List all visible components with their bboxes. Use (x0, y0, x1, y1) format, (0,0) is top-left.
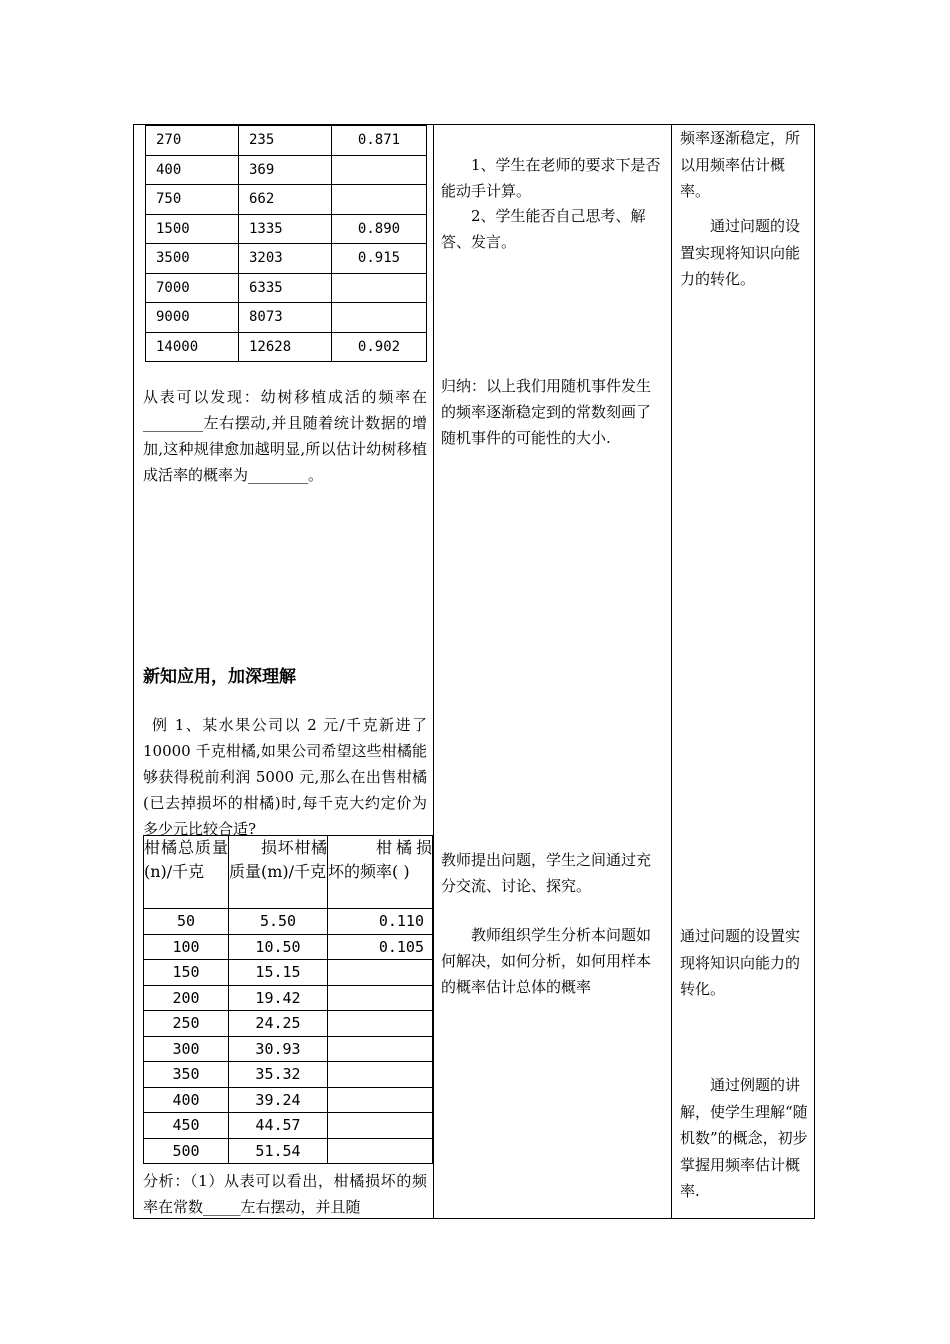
teacher-note-2: 教师组织学生分析本问题如何解决，如何分析，如何用样本的概率估计总体的概率 (441, 926, 652, 996)
summary-text: 归纳：以上我们用随机事件发生的频率逐渐稳定到的常数刻画了随机事件的可能性的大小. (441, 377, 652, 447)
frequency-cell (332, 303, 427, 333)
table-row (146, 185, 427, 215)
table-row (144, 1087, 433, 1113)
column-divider-1 (433, 124, 434, 1219)
table-row (146, 214, 427, 244)
table-row (144, 1062, 433, 1088)
total-count-cell: 1500 (146, 214, 239, 244)
total-count-cell: 400 (146, 155, 239, 185)
survived-count-cell: 1335 (239, 214, 332, 244)
orange-damage-table (143, 835, 433, 1164)
damaged-mass-cell: 24.25 (229, 1011, 328, 1037)
column-divider-2 (671, 124, 672, 1219)
survived-count-cell: 662 (239, 185, 332, 215)
survived-count-cell: 235 (239, 126, 332, 156)
frequency-cell (332, 185, 427, 215)
damaged-mass-cell: 10.50 (229, 934, 328, 960)
total-count-cell: 3500 (146, 244, 239, 274)
purpose-note-4: 通过例题的讲解，使学生理解“随机数”的概念，初步掌握用频率估计概率. (680, 1076, 808, 1200)
damage-frequency-cell (328, 1138, 433, 1164)
damage-frequency-cell (328, 985, 433, 1011)
total-mass-cell: 300 (144, 1036, 229, 1062)
section-heading: 新知应用，加深理解 (143, 667, 296, 687)
table-row (144, 985, 433, 1011)
table-row (144, 909, 433, 935)
observation-text: 从表可以发现：幼树移植成活的频率在________左右摆动,并且随着统计数据的增加,这种规律愈加越明显,所以估计幼树移植成活率的概率为________。 (143, 388, 427, 484)
student-item-2: 2、学生能否自己思考、解答、发言。 (441, 207, 646, 251)
total-mass-cell: 400 (144, 1087, 229, 1113)
table-row (146, 126, 427, 156)
frequency-cell (332, 155, 427, 185)
table-row (144, 1036, 433, 1062)
survived-count-cell: 8073 (239, 303, 332, 333)
damaged-mass-cell: 15.15 (229, 960, 328, 986)
header-total-mass: 柑橘总质量(n)/千克 (144, 836, 229, 909)
total-mass-cell: 150 (144, 960, 229, 986)
purpose-note-2: 通过问题的设置实现将知识向能力的转化。 (680, 217, 801, 288)
damaged-mass-cell: 44.57 (229, 1113, 328, 1139)
purpose-note-3: 通过问题的设置实现将知识向能力的转化。 (680, 927, 801, 998)
table-row (146, 273, 427, 303)
damaged-mass-cell: 39.24 (229, 1087, 328, 1113)
total-count-cell: 7000 (146, 273, 239, 303)
frequency-cell: 0.871 (332, 126, 427, 156)
damaged-mass-cell: 30.93 (229, 1036, 328, 1062)
frequency-cell: 0.915 (332, 244, 427, 274)
frequency-cell (332, 273, 427, 303)
damaged-mass-cell: 51.54 (229, 1138, 328, 1164)
table-row (144, 934, 433, 960)
purpose-note-1: 频率逐渐稳定，所以用频率估计概率。 (680, 129, 801, 200)
student-item-1: 1、学生在老师的要求下是否能动手计算。 (441, 156, 661, 200)
damage-frequency-cell: 0.105 (328, 934, 433, 960)
total-mass-cell: 100 (144, 934, 229, 960)
total-count-cell: 750 (146, 185, 239, 215)
total-mass-cell: 500 (144, 1138, 229, 1164)
total-count-cell: 270 (146, 126, 239, 156)
example-1-text: 例 1、某水果公司以 2 元/千克新进了 10000 千克柑橘,如果公司希望这些柑橘能够获得税前利润 5000 元,那么在出售柑橘(已去掉损坏的柑橘)时,每千克大约定价为多少元比较合适? (143, 716, 427, 838)
survived-count-cell: 12628 (239, 332, 332, 362)
teacher-note-1: 教师提出问题，学生之间通过充分交流、讨论、探究。 (441, 851, 652, 895)
survival-frequency-table (145, 125, 427, 362)
damage-frequency-cell (328, 960, 433, 986)
damage-frequency-cell (328, 1036, 433, 1062)
total-mass-cell: 200 (144, 985, 229, 1011)
survived-count-cell: 369 (239, 155, 332, 185)
table-row (146, 155, 427, 185)
total-mass-cell: 50 (144, 909, 229, 935)
table-row (144, 1011, 433, 1037)
damage-frequency-cell (328, 1087, 433, 1113)
analysis-text: 分析：（1）从表可以看出，柑橘损坏的频率在常数_____左右摆动，并且随 (143, 1172, 427, 1216)
damaged-mass-cell: 5.50 (229, 909, 328, 935)
total-mass-cell: 450 (144, 1113, 229, 1139)
survived-count-cell: 3203 (239, 244, 332, 274)
damage-frequency-cell (328, 1062, 433, 1088)
damage-frequency-cell (328, 1113, 433, 1139)
table-row (144, 1113, 433, 1139)
total-mass-cell: 250 (144, 1011, 229, 1037)
damaged-mass-cell: 35.32 (229, 1062, 328, 1088)
frequency-cell: 0.902 (332, 332, 427, 362)
table-row (144, 1138, 433, 1164)
header-damaged-mass: 损坏柑橘质量(m)/千克 (229, 836, 328, 909)
total-mass-cell: 350 (144, 1062, 229, 1088)
damage-frequency-cell (328, 1011, 433, 1037)
table-row (146, 332, 427, 362)
table-row (146, 303, 427, 333)
header-damage-frequency: 柑橘损坏的频率( ) (328, 836, 433, 909)
damage-frequency-cell: 0.110 (328, 909, 433, 935)
survived-count-cell: 6335 (239, 273, 332, 303)
total-count-cell: 9000 (146, 303, 239, 333)
table-row (146, 244, 427, 274)
damaged-mass-cell: 19.42 (229, 985, 328, 1011)
frequency-cell: 0.890 (332, 214, 427, 244)
table-row (144, 960, 433, 986)
total-count-cell: 14000 (146, 332, 239, 362)
